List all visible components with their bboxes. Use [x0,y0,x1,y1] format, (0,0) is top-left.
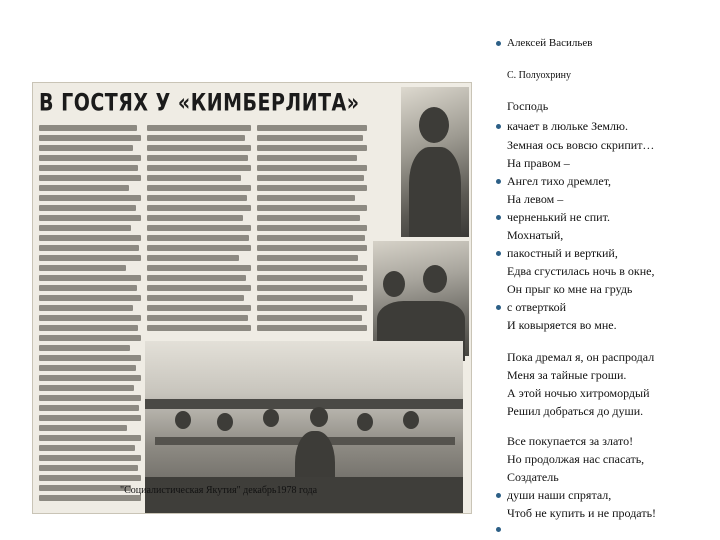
poem-line: Мохнатый, [507,228,564,242]
bullet-2 [496,124,501,129]
poem-line: Он прыг ко мне на грудь [507,282,633,296]
poem-line: Земная ось вовсю скрипит… [507,138,655,152]
poem-line: Создатель [507,470,559,484]
meeting-photo [373,241,469,356]
article-column-1 [39,125,141,509]
poem-line: На правом – [507,156,570,170]
bullet-5 [496,251,501,256]
bullet-7 [496,493,501,498]
poem-line: Едва сгустилась ночь в окне, [507,264,655,278]
poem-line: Господь [507,99,549,113]
clipping-caption: "Социалистическая Якутия" декабрь1978 года [120,485,318,496]
poem-line: Меня за тайные гроши. [507,368,627,382]
dedication: С. Полуохрину [507,70,571,81]
poem-line: А этой ночью хитромордый [507,386,650,400]
poem-line: На левом – [507,192,564,206]
bullet-3 [496,179,501,184]
poem-line: качает в люльке Землю. [507,119,628,133]
bullet-1 [496,41,501,46]
article-column-3 [257,125,367,337]
bullet-8 [496,527,501,532]
portrait-photo [401,87,469,237]
poem-line: Все покупается за злато! [507,434,634,448]
poem-line: Но продолжая нас спасать, [507,452,645,466]
poem-line: Пока дремал я, он распродал [507,350,655,364]
clipping-headline: В ГОСТЯХ У «КИМБЕРЛИТА» [39,89,360,117]
poem-line: И ковыряется во мне. [507,318,617,332]
article-column-2 [147,125,251,337]
bullet-6 [496,305,501,310]
poem-line: черненький не спит. [507,210,610,224]
poem-line: пакостный и верткий, [507,246,618,260]
bullet-4 [496,215,501,220]
newspaper-clipping [32,82,472,514]
poem-line: Ангел тихо дремлет, [507,174,612,188]
poem-line: души наши спрятал, [507,488,612,502]
poem-line: Решил добраться до души. [507,404,644,418]
poem-line: с отверткой [507,300,567,314]
poem-line: Чтоб не купить и не продать! [507,506,657,520]
author-name: Алексей Васильев [507,37,593,49]
